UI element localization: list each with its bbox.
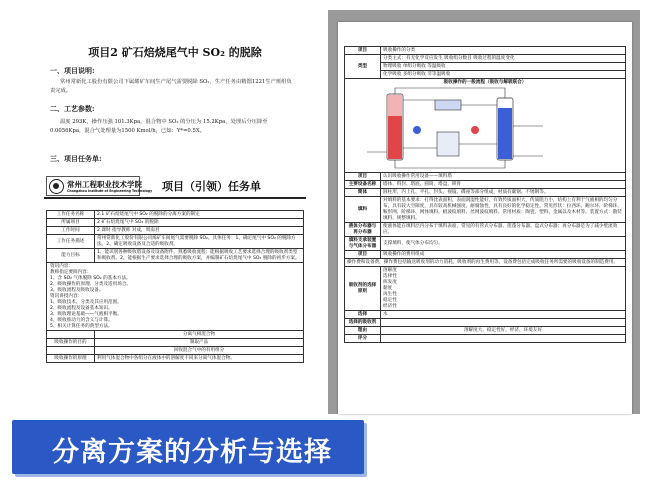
table-row — [345, 259, 626, 267]
row-value: 2.1 矿石焙烧尾气中 SO₂ 的脱除的分离方案的制定 — [95, 211, 304, 219]
table-row — [345, 251, 626, 259]
caption-banner — [12, 420, 364, 474]
row-label: 选择 — [345, 311, 381, 319]
row-value — [381, 335, 626, 343]
table-row — [47, 227, 304, 235]
row-label: 能力目标 — [47, 249, 95, 263]
row-value: 制取产品 — [95, 339, 304, 347]
absorption-column-icon — [387, 94, 403, 160]
row-value — [381, 319, 626, 327]
note-line: 2、吸收操作的原理、分类及适用场合。 — [50, 281, 132, 287]
row-label: 所属项目 — [47, 219, 95, 227]
section-heading-tasks: 三、项目任务单: — [50, 154, 102, 163]
row-value: 吸收操作的费用组成 — [381, 251, 626, 259]
row-label: 工作任务名称 — [47, 211, 95, 219]
task-sheet-title: 项目（引领）任务单 — [162, 180, 261, 193]
school-name: 常州工程职业技术学院 — [67, 180, 142, 189]
resource-notes — [47, 263, 304, 331]
row-label: 液体分布器与再分布器 — [345, 223, 381, 237]
note-line: 2、吸收流程及设备基本知识。 — [50, 305, 113, 311]
list-item: 选择性 — [383, 273, 397, 279]
row-value: 2 矿石焙烧尾气中 SO₂ 的脱除 — [95, 219, 304, 227]
list-item: 黏度 — [383, 285, 393, 291]
table-row — [47, 355, 304, 363]
caption-title: 分离方案的分析与选择 — [52, 437, 332, 468]
flow-diagram-title: 吸收操作的一般流程（吸收与解吸联合） — [443, 79, 527, 85]
absorption-desorption-flow-svg — [347, 86, 617, 172]
table-row — [345, 223, 626, 237]
row-value: 对填料的基本要求：打得比表面积，表面润湿性能好，有效传质面积大，传质阻力小，结构上有利于气液相的均匀分布，具有较大空隙度，具有较高机械强度、耐腐蚀性，具有良好的化学稳定性。常见形状：拉西环、鲍尔环、阶梯环、鞍形网、阶梯环、网体填料、板波纹填料、丝网波纹填料。常用材质：陶瓷、塑料、金属以及木材等。装置方式：散装填料、规整填料。 — [381, 197, 626, 223]
parameters-text: 温度 293K，操作压强 101.3Kpa，混合物中 SO₂ 的分压为 15.2Kpa，处理后分压降至0.0056Kpa，混合气处理量为1500 Kmol/h，已知：Y*=0.5X。 — [50, 119, 268, 134]
table-row — [345, 181, 626, 189]
row-label: 工作任务描述 — [47, 235, 95, 249]
absorbent-label: 吸收剂的选择原则 — [345, 267, 381, 311]
note-line: 资讯讲授内容： — [50, 293, 83, 299]
row-label: 项目 — [345, 251, 381, 259]
table-row — [47, 235, 304, 249]
left-page — [44, 14, 306, 418]
list-item: 再生性 — [383, 291, 397, 297]
row-value: 常州常新化工股份有限公司烯矿车间尾气需要脱除 SO₂。具体任务：1、确定尾气中 SO₂ 的脱除方法。2、确定吸收设备及合适的吸收剂。 — [95, 235, 304, 249]
section-heading-description: 一、项目说明: — [50, 66, 95, 75]
list-item: 稳定性 — [383, 297, 397, 303]
note-line: 3、吸收理论基础——气液相平衡。 — [50, 311, 122, 317]
task-banner — [44, 174, 306, 198]
table-row — [345, 237, 626, 251]
note-line: 4、吸收推动力的含义与计算。 — [50, 317, 113, 323]
analysis-table — [344, 46, 626, 343]
heat-exchanger-icon — [435, 100, 461, 156]
row-value: 操作费和设备费，操作费包括输送吸收剂的动力消耗、吸收剂的再生费用等。设备费包括完成吸收任务所需要的吸收设备的制造费用。 — [345, 259, 626, 267]
absorbent-criteria — [381, 267, 626, 311]
table-row — [345, 319, 626, 327]
row-value: 分离气相混合物 — [95, 331, 304, 339]
row-value: 2 课时 指导教师 对成，周南君 — [95, 227, 304, 235]
table-row — [47, 219, 304, 227]
note-line: 5、相关计算任务的典型方法。 — [50, 323, 113, 329]
row-label: 吸收操作的目的 — [47, 339, 95, 347]
note-line: 教师指定要阅内容： — [50, 269, 92, 275]
table-row — [345, 335, 626, 343]
section-heading-parameters: 二、工艺参数: — [50, 104, 95, 113]
row-label: 工作时间 — [47, 227, 95, 235]
row-value: 分类主式：有无化学反应发生 吸收组分数目 吸收过程的温度变化 — [381, 55, 626, 63]
description-text: 常州常新化工股份有限公司下属烯矿车间生产尾气需要脱除 SO₂，生产任务由精馏1221生产班组负责完成。 — [50, 79, 292, 94]
project-title: 项目2 矿石焙烧尾气中 SO₂ 的脱除 — [88, 46, 262, 59]
table-row — [47, 331, 304, 339]
row-value: 使液体能在填料层内分布于填料表面，常见的有管式分布器、莲蓬分布器、盘式分布器；再分布器是为了减少壁流效应。 — [381, 223, 626, 237]
school-logo — [46, 176, 153, 196]
table-row — [345, 55, 626, 63]
table-row — [345, 189, 626, 197]
row-value: 塔体、料封、塔底、圆筒、塔盘、锁骨 — [381, 181, 626, 189]
table-row — [47, 249, 304, 263]
row-value: 水 — [381, 311, 626, 319]
list-item: 挥发度 — [383, 279, 397, 285]
table-row — [345, 173, 626, 181]
table-row — [47, 263, 304, 331]
row-value: 1、能识别各种吸收塔设备及设备附件，熟悉吸收流程；能根据吸收工艺要求选择合理的吸收剂类型和吸收剂。2、能根据生产要求选择合理的吸收方案，并编制矿石焙烧尾气中 SO₂ 脱除的初步方案。 — [95, 249, 304, 263]
list-item: 经济性 — [383, 303, 397, 309]
row-label: 项目 — [345, 47, 381, 55]
note-line: 资讯内容： — [50, 263, 73, 269]
row-label — [47, 331, 95, 339]
note-line: 1、吸收技术、分类及其应用范围。 — [50, 299, 122, 305]
row-label: 填料 — [345, 197, 381, 223]
table-row — [345, 47, 626, 55]
table-row — [345, 71, 626, 79]
row-value: 溶解度大，稳定性好，经济，环境友好 — [381, 327, 626, 335]
table-row — [345, 267, 626, 311]
table-row — [345, 63, 626, 71]
table-row — [47, 339, 304, 347]
row-value: 化学吸收 多组分吸收 非等温吸收 — [381, 71, 626, 79]
row-value: 支撑填料，使气体分布均匀。 — [381, 237, 626, 251]
row-label: 评分 — [345, 335, 381, 343]
flow-diagram — [347, 86, 623, 172]
table-row — [345, 79, 626, 173]
banner-divider — [44, 197, 306, 199]
task-table — [46, 210, 304, 363]
row-label: 吸收操作的原理 — [47, 355, 95, 363]
row-label: 选择的吸收剂 — [345, 319, 381, 327]
list-item: 溶解度 — [383, 267, 397, 273]
table-row — [345, 197, 626, 223]
note-line: 3、吸收流程及吸收设备。 — [50, 287, 104, 293]
row-label: 类型 — [345, 55, 381, 79]
school-name-en: Changzhou Institute of Engineering Technology — [67, 189, 153, 193]
row-label: 项目 — [345, 173, 381, 181]
row-value: 圆柱形，内上孔、平孔、封头、视镜、碟座等部分组成，材质有碳钢、不锈钢等。 — [381, 189, 626, 197]
row-label: 简体 — [345, 189, 381, 197]
table-row — [47, 211, 304, 219]
row-label: 主要设备名称 — [345, 181, 381, 189]
row-label: 理由 — [345, 327, 381, 335]
row-label: 填料支承装置与气体分布器 — [345, 237, 381, 251]
row-value: 利用气体混合物中各组分在液体中的溶解度不同来分离气体混合物。 — [95, 355, 304, 363]
note-line: 1、含 SO₂ 气体脱除 SO₂ 的基本方法。 — [50, 275, 131, 281]
row-value: 物理吸收 单组分吸收 等温吸收 — [381, 63, 626, 71]
school-emblem-icon — [49, 179, 64, 194]
table-row — [47, 347, 304, 355]
desorption-column-icon — [497, 98, 513, 160]
table-row — [345, 311, 626, 319]
row-value: 吸收操作的分类 — [381, 47, 626, 55]
row-label — [47, 347, 95, 355]
row-value: 认识吸收操作常用设备——填料塔 — [381, 173, 626, 181]
row-value: 回收混合气中的有用组分 — [95, 347, 304, 355]
right-page — [338, 22, 632, 414]
flow-diagram-cell — [345, 79, 626, 173]
table-row — [345, 327, 626, 335]
